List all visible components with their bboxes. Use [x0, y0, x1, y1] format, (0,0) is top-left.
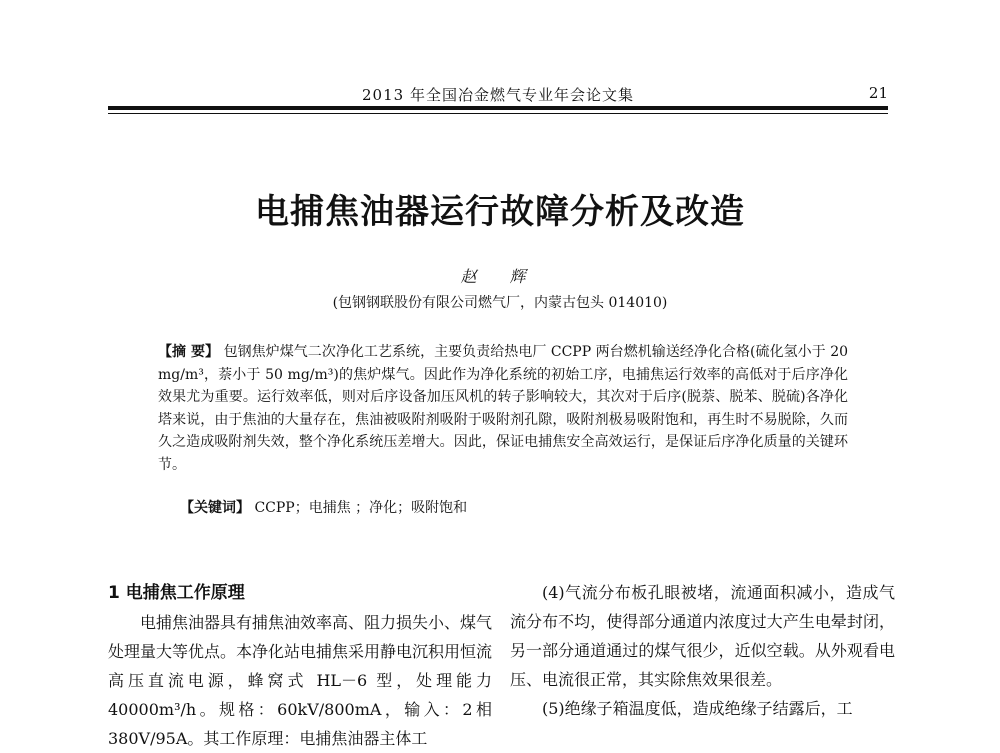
- item-5-paragraph: (5)绝缘子箱温度低，造成绝缘子结露后，工: [542, 699, 853, 718]
- left-column: [108, 578, 492, 753]
- page-number: 21: [868, 84, 888, 102]
- header-rule-thin: [108, 113, 888, 114]
- abstract-label: 【摘 要】: [158, 344, 220, 360]
- author: 赵 辉: [460, 267, 540, 286]
- keywords: [180, 497, 467, 517]
- running-header: [108, 84, 888, 108]
- right-column: [510, 578, 895, 723]
- keywords-text: CCPP；电捕焦 ；净化；吸附饱和: [254, 500, 468, 516]
- affiliation: (包钢钢联股份有限公司燃气厂，内蒙古包头 014010): [332, 295, 668, 311]
- running-header-title: 2013 年全国冶金燃气专业年会论文集: [362, 86, 634, 104]
- header-rule-thick: [108, 106, 888, 110]
- abstract: [158, 341, 848, 476]
- keywords-label: 【关键词】: [180, 500, 250, 516]
- section-heading: 1 电捕焦工作原理: [108, 583, 245, 603]
- section1-paragraph: 电捕焦油器具有捕焦油效率高、阻力损失小、煤气处理量大等优点。本净化站电捕焦采用静电沉积用恒流高压直流电源，蜂窝式 HL－6 型，处理能力 40000m³/h。规格：60kV/800mA，输入：2相 380V/95A。其工作原理：电捕焦油器主体工: [108, 613, 493, 748]
- paper-title: 电捕焦油器运行故障分析及改造: [255, 192, 745, 232]
- abstract-text: 包钢焦炉煤气二次净化工艺系统，主要负责给热电厂 CCPP 两台燃机输送经净化合格(硫化氢小于 20 mg/m³，萘小于 50 mg/m³)的焦炉煤气。因此作为净化系统的初始工序，电捕焦运行效率的高低对于后序净化效果尤为重要。运行效率低，则对后序设备加压风机的转子影响较大，其次对于后序(脱萘、脱苯、脱硫)各净化塔来说，由于焦油的大量存在，焦油被吸附剂吸附于吸附剂孔隙，吸附剂极易吸附饱和，再生时不易脱除，久而久之造成吸附剂失效，整个净化系统压差增大。因此，保证电捕焦安全高效运行，是保证后序净化质量的关键环节。: [158, 344, 849, 473]
- item-4-paragraph: (4)气流分布板孔眼被堵，流通面积减小，造成气流分布不均，使得部分通道内浓度过大产生电晕封闭，另一部分通道通过的煤气很少，近似空载。从外观看电压、电流很正常，其实除焦效果很差。: [510, 583, 895, 689]
